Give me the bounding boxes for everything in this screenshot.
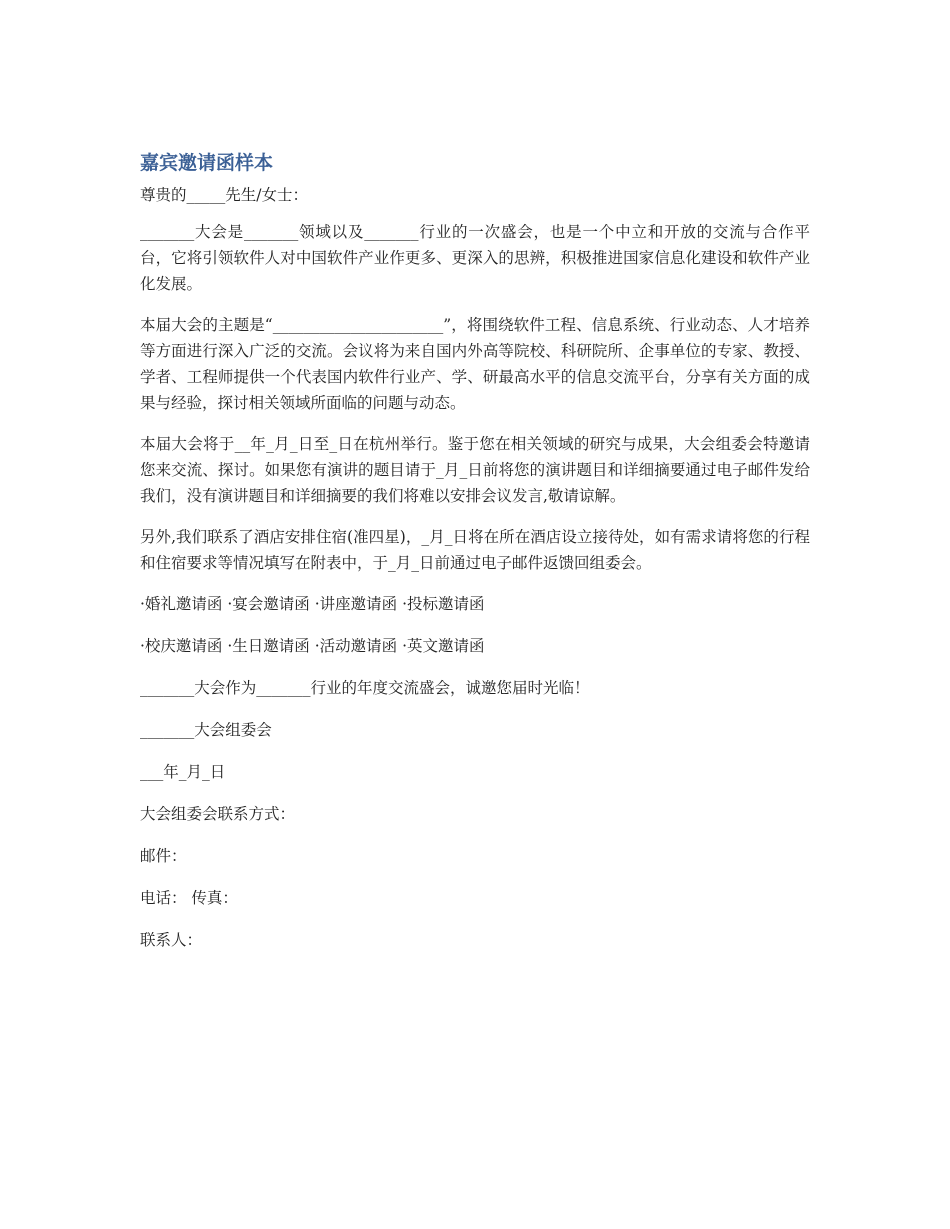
paragraph-theme: 本届大会的主题是“______________________”，将围绕软件工程、信息系统、行业动态、人才培养等方面进行深入广泛的交流。会议将为来自国内外高等院校、科研院所、企事单位的专家、教授、学者、工程师提供一个代表国内软件行业产、学、研最高水平的信息交流平台，分享有关方面的成果与经验，探讨相关领域所面临的问题与动态。 <box>140 316 810 412</box>
contact-heading: 大会组委会联系方式： <box>140 805 296 823</box>
paragraph-accommodation: 另外,我们联系了酒店安排住宿(准四星)，_月_日将在所在酒店设立接待处，如有需求请将您的行程和住宿要求等情况填写在附表中，于_月_日前通过电子邮件返馈回组委会。 <box>140 528 810 572</box>
paragraph-intro: _______大会是_______领域以及_______行业的一次盛会，也是一个中立和开放的交流与合作平台，它将引领软件人对中国软件产业作更多、更深入的思辨，积极推进国家信息化建设和软件产业化发展。 <box>140 223 810 293</box>
contact-person: 联系人： <box>140 931 203 949</box>
closing-line: _______大会作为_______行业的年度交流盛会，诚邀您届时光临！ <box>140 679 590 697</box>
related-links-row-2: ·校庆邀请函 ·生日邀请函 ·活动邀请函 ·英文邀请函 <box>140 637 485 655</box>
related-links-row-1: ·婚礼邀请函 ·宴会邀请函 ·讲座邀请函 ·投标邀请函 <box>140 595 485 613</box>
contact-phone-fax: 电话： 传真： <box>140 889 238 907</box>
letter-page <box>140 148 810 969</box>
contact-email: 邮件： <box>140 847 187 865</box>
paragraph-schedule: 本届大会将于__年_月_日至_日在杭州举行。鉴于您在相关领域的研究与成果，大会组委会特邀请您来交流、探讨。如果您有演讲的题目请于_月_日前将您的演讲题目和详细摘要通过电子邮件发给我们，没有演讲题目和详细摘要的我们将难以安排会议发言,敬请谅解。 <box>140 435 810 505</box>
page-title: 嘉宾邀请函样本 <box>140 152 274 174</box>
letter-date: ___年_月_日 <box>140 763 226 781</box>
signature: _______大会组委会 <box>140 721 272 739</box>
salutation: 尊贵的_____先生/女士： <box>140 186 308 204</box>
